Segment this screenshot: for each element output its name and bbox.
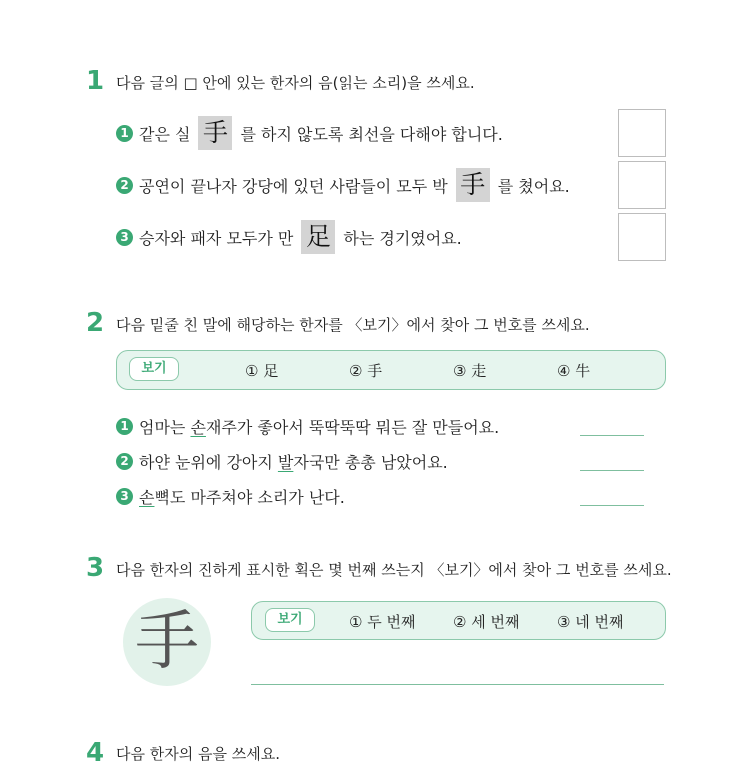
item-number-badge: 1 xyxy=(116,125,133,142)
option-hanja: 足 xyxy=(263,362,279,380)
underlined-word: 발 xyxy=(277,452,294,472)
stroke-order-hanja: 手 xyxy=(135,605,199,679)
option-mark: ① xyxy=(349,613,363,631)
option-text: 세 번째 xyxy=(471,613,520,631)
option-mark: ③ xyxy=(557,613,571,631)
question-2-instruction: 다음 밑줄 친 말에 해당하는 한자를 〈보기〉에서 찾아 그 번호를 쓰세요. xyxy=(116,316,590,334)
q1-item-1-after: 를 하지 않도록 최선을 다해야 합니다. xyxy=(240,124,503,144)
q2-item-3 xyxy=(116,484,345,508)
q1-item-2-after: 를 쳤어요. xyxy=(497,176,570,196)
bogi-option-1 xyxy=(245,360,278,381)
q2-item-3-post: 뼉도 마주쳐야 소리가 난다. xyxy=(154,487,345,507)
bogi-option-4 xyxy=(557,360,590,381)
q1-item-2 xyxy=(116,167,570,203)
q2-item-1-pre: 엄마는 xyxy=(139,417,191,437)
answer-box-1[interactable] xyxy=(618,109,666,157)
hanja-box: 手 xyxy=(456,168,490,202)
q1-item-3-after: 하는 경기였어요. xyxy=(343,228,462,248)
option-mark: ② xyxy=(349,362,363,380)
answer-box-3[interactable] xyxy=(618,213,666,261)
answer-line-2[interactable] xyxy=(580,470,644,471)
q2-item-2-post: 자국만 총총 남았어요. xyxy=(293,452,448,472)
hanja-box: 足 xyxy=(301,220,335,254)
bogi-label: 보기 xyxy=(265,608,315,632)
item-number-badge: 2 xyxy=(116,177,133,194)
option-mark: ④ xyxy=(557,362,571,380)
bogi-option-2 xyxy=(453,611,519,632)
q1-item-3 xyxy=(116,219,462,255)
item-number-badge: 3 xyxy=(116,488,133,505)
question-3-instruction: 다음 한자의 진하게 표시한 획은 몇 번째 쓰는지 〈보기〉에서 찾아 그 번호를 쓰세요. xyxy=(116,561,672,579)
question-3-number: 3 xyxy=(86,553,105,583)
answer-line-1[interactable] xyxy=(580,435,644,436)
q1-item-1 xyxy=(116,115,503,151)
bogi-option-2 xyxy=(349,360,382,381)
bogi-option-1 xyxy=(349,611,415,632)
q2-item-2-pre: 하얀 눈위에 강아지 xyxy=(139,452,278,472)
q1-item-1-before: 같은 실 xyxy=(139,124,191,144)
question-1-instruction: 다음 글의 □ 안에 있는 한자의 음(읽는 소리)을 쓰세요. xyxy=(116,74,475,92)
hanja-box: 手 xyxy=(198,116,232,150)
item-number-badge: 2 xyxy=(116,453,133,470)
q2-item-2 xyxy=(116,449,448,473)
question-4-instruction: 다음 한자의 음을 쓰세요. xyxy=(116,745,280,763)
option-text: 두 번째 xyxy=(367,613,416,631)
q2-item-1 xyxy=(116,414,499,438)
option-mark: ③ xyxy=(453,362,467,380)
q1-item-3-before: 승자와 패자 모두가 만 xyxy=(139,228,294,248)
q2-item-1-post: 재주가 좋아서 뚝딱뚝딱 뭐든 잘 만들어요. xyxy=(205,417,500,437)
bogi-label: 보기 xyxy=(129,357,179,381)
bogi-option-3 xyxy=(557,611,623,632)
q1-item-2-before: 공연이 끝나자 강당에 있던 사람들이 모두 박 xyxy=(139,176,448,196)
option-hanja: 牛 xyxy=(575,362,591,380)
option-text: 네 번째 xyxy=(575,613,624,631)
option-hanja: 手 xyxy=(367,362,383,380)
bogi-option-3 xyxy=(453,360,486,381)
underlined-word: 손 xyxy=(139,487,155,507)
question-1-number: 1 xyxy=(86,66,105,96)
option-hanja: 走 xyxy=(471,362,487,380)
question-4-number: 4 xyxy=(86,738,105,768)
item-number-badge: 3 xyxy=(116,229,133,246)
underlined-word: 손 xyxy=(190,417,206,437)
answer-line-3[interactable] xyxy=(580,505,644,506)
answer-line-q3[interactable] xyxy=(251,684,664,685)
option-mark: ① xyxy=(245,362,259,380)
answer-box-2[interactable] xyxy=(618,161,666,209)
item-number-badge: 1 xyxy=(116,418,133,435)
option-mark: ② xyxy=(453,613,467,631)
question-2-number: 2 xyxy=(86,308,105,338)
